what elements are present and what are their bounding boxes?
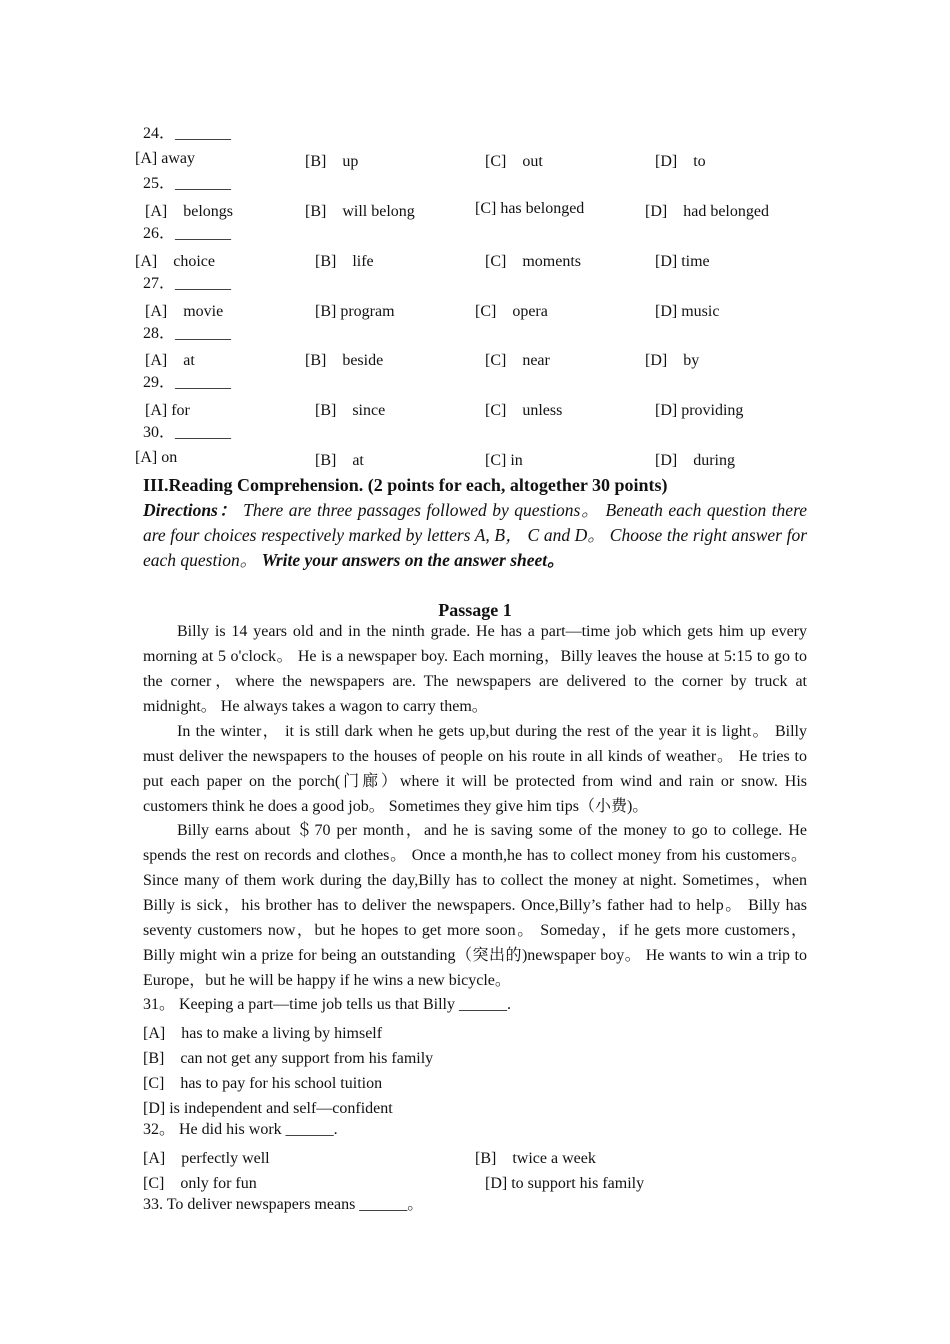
option-b: [B] can not get any support from his family [143,1050,434,1067]
option-c: [C] moments [485,253,581,270]
question-number: 24．_______ [143,125,232,142]
question-number: 29．_______ [143,374,232,391]
question-stem: 31。 Keeping a part—time job tells us that Billy ______. [143,996,511,1013]
option-b: [B] since [315,402,386,419]
option-c: [C] only for fun [143,1175,257,1192]
passage-paragraph-2: In the winter， it is still dark when he gets up,but during the rest of the year it is light。 Billy must deliver the newspapers to the houses of people on his route in all kinds of weather。 He tries to put each paper on the porch(门廊）where it will be protected from wind and rain or snow. His customers think he does a good job。 Sometimes they give him tips（小费)。 [143,723,807,815]
option-c: [C] unless [485,402,563,419]
option-d: [D] to [655,153,706,170]
option-d: [D] music [655,303,720,320]
option-b: [B] beside [305,352,384,369]
question-number: 28．_______ [143,325,232,342]
section-heading: III.Reading Comprehension. (2 points for each, altogether 30 points) [143,475,668,495]
question-number: 26．_______ [143,225,232,242]
option-a: [A] on [135,449,178,466]
directions-bold: Write your answers on the answer sheet。 [261,550,565,570]
question-number: 27．_______ [143,275,232,292]
question-stem: 32。 He did his work ______. [143,1121,338,1138]
question-number: 30．_______ [143,424,232,441]
option-a: [A] at [145,352,195,369]
option-a: [A] movie [145,303,224,320]
passage-paragraph-1: Billy is 14 years old and in the ninth grade. He has a part—time job which gets him up every morning at 5 o'clock。 He is a newspaper boy. Each morning，Billy leaves the house at 5:15 to go to the corner，where the newspapers are. The newspapers are delivered to the corner by truck at midnight。 He always takes a wagon to carry them。 [143,623,807,715]
option-a: [A] for [145,402,190,419]
option-a: [A] has to make a living by himself [143,1025,383,1042]
option-b: [B] life [315,253,374,270]
option-d: [D] had belonged [645,203,769,220]
passage-title: Passage 1 [438,600,512,620]
passage-paragraph-3: Billy earns about ＄70 per month，and he is saving some of the money to go to college. He spends the rest on records and clothes。 Once a month,he has to collect money from his customers。 Since many of them work during the day,Billy has to collect the money at night. Sometimes，when Billy is sick，his brother has to deliver the newspapers. Once,Billy’s father had to help。 Billy has seventy customers now，but he hopes to get more soon。 Someday，if he gets more customers，Billy might win a prize for being an outstanding（突出的)newspaper boy。 He wants to win a trip to Europe，but he will be happy if he wins a new bicycle。 [143,822,808,989]
directions-label: Directions： [143,500,238,520]
option-c: [C] has to pay for his school tuition [143,1075,383,1092]
option-d: [D] providing [655,402,744,419]
option-a: [A] perfectly well [143,1150,270,1167]
question-stem: 33. To deliver newspapers means ______。 [143,1196,424,1213]
option-d: [D] by [645,352,700,369]
option-b: [B] at [315,452,364,469]
option-b: [B] twice a week [475,1150,596,1167]
option-d: [D] during [655,452,735,469]
option-b: [B] program [315,303,395,320]
question-number: 25．_______ [143,175,232,192]
option-d: [D] time [655,253,710,270]
option-c: [C] near [485,352,550,369]
option-a: [A] away [135,150,195,167]
option-d: [D] to support his family [485,1175,645,1192]
option-d: [D] is independent and self—confident [143,1100,393,1117]
directions [143,498,807,573]
option-c: [C] in [485,452,523,469]
option-a: [A] choice [135,253,215,270]
option-c: [C] out [485,153,543,170]
directions-text: There are three passages followed by questions。 Beneath each question there are four choices respectively marked by letters A, B， C and D。 Choose the right answer for each question。 [143,500,807,570]
option-c: [C] has belonged [475,200,585,217]
option-b: [B] will belong [305,203,415,220]
option-c: [C] opera [475,303,548,320]
option-b: [B] up [305,153,359,170]
option-a: [A] belongs [145,203,233,220]
